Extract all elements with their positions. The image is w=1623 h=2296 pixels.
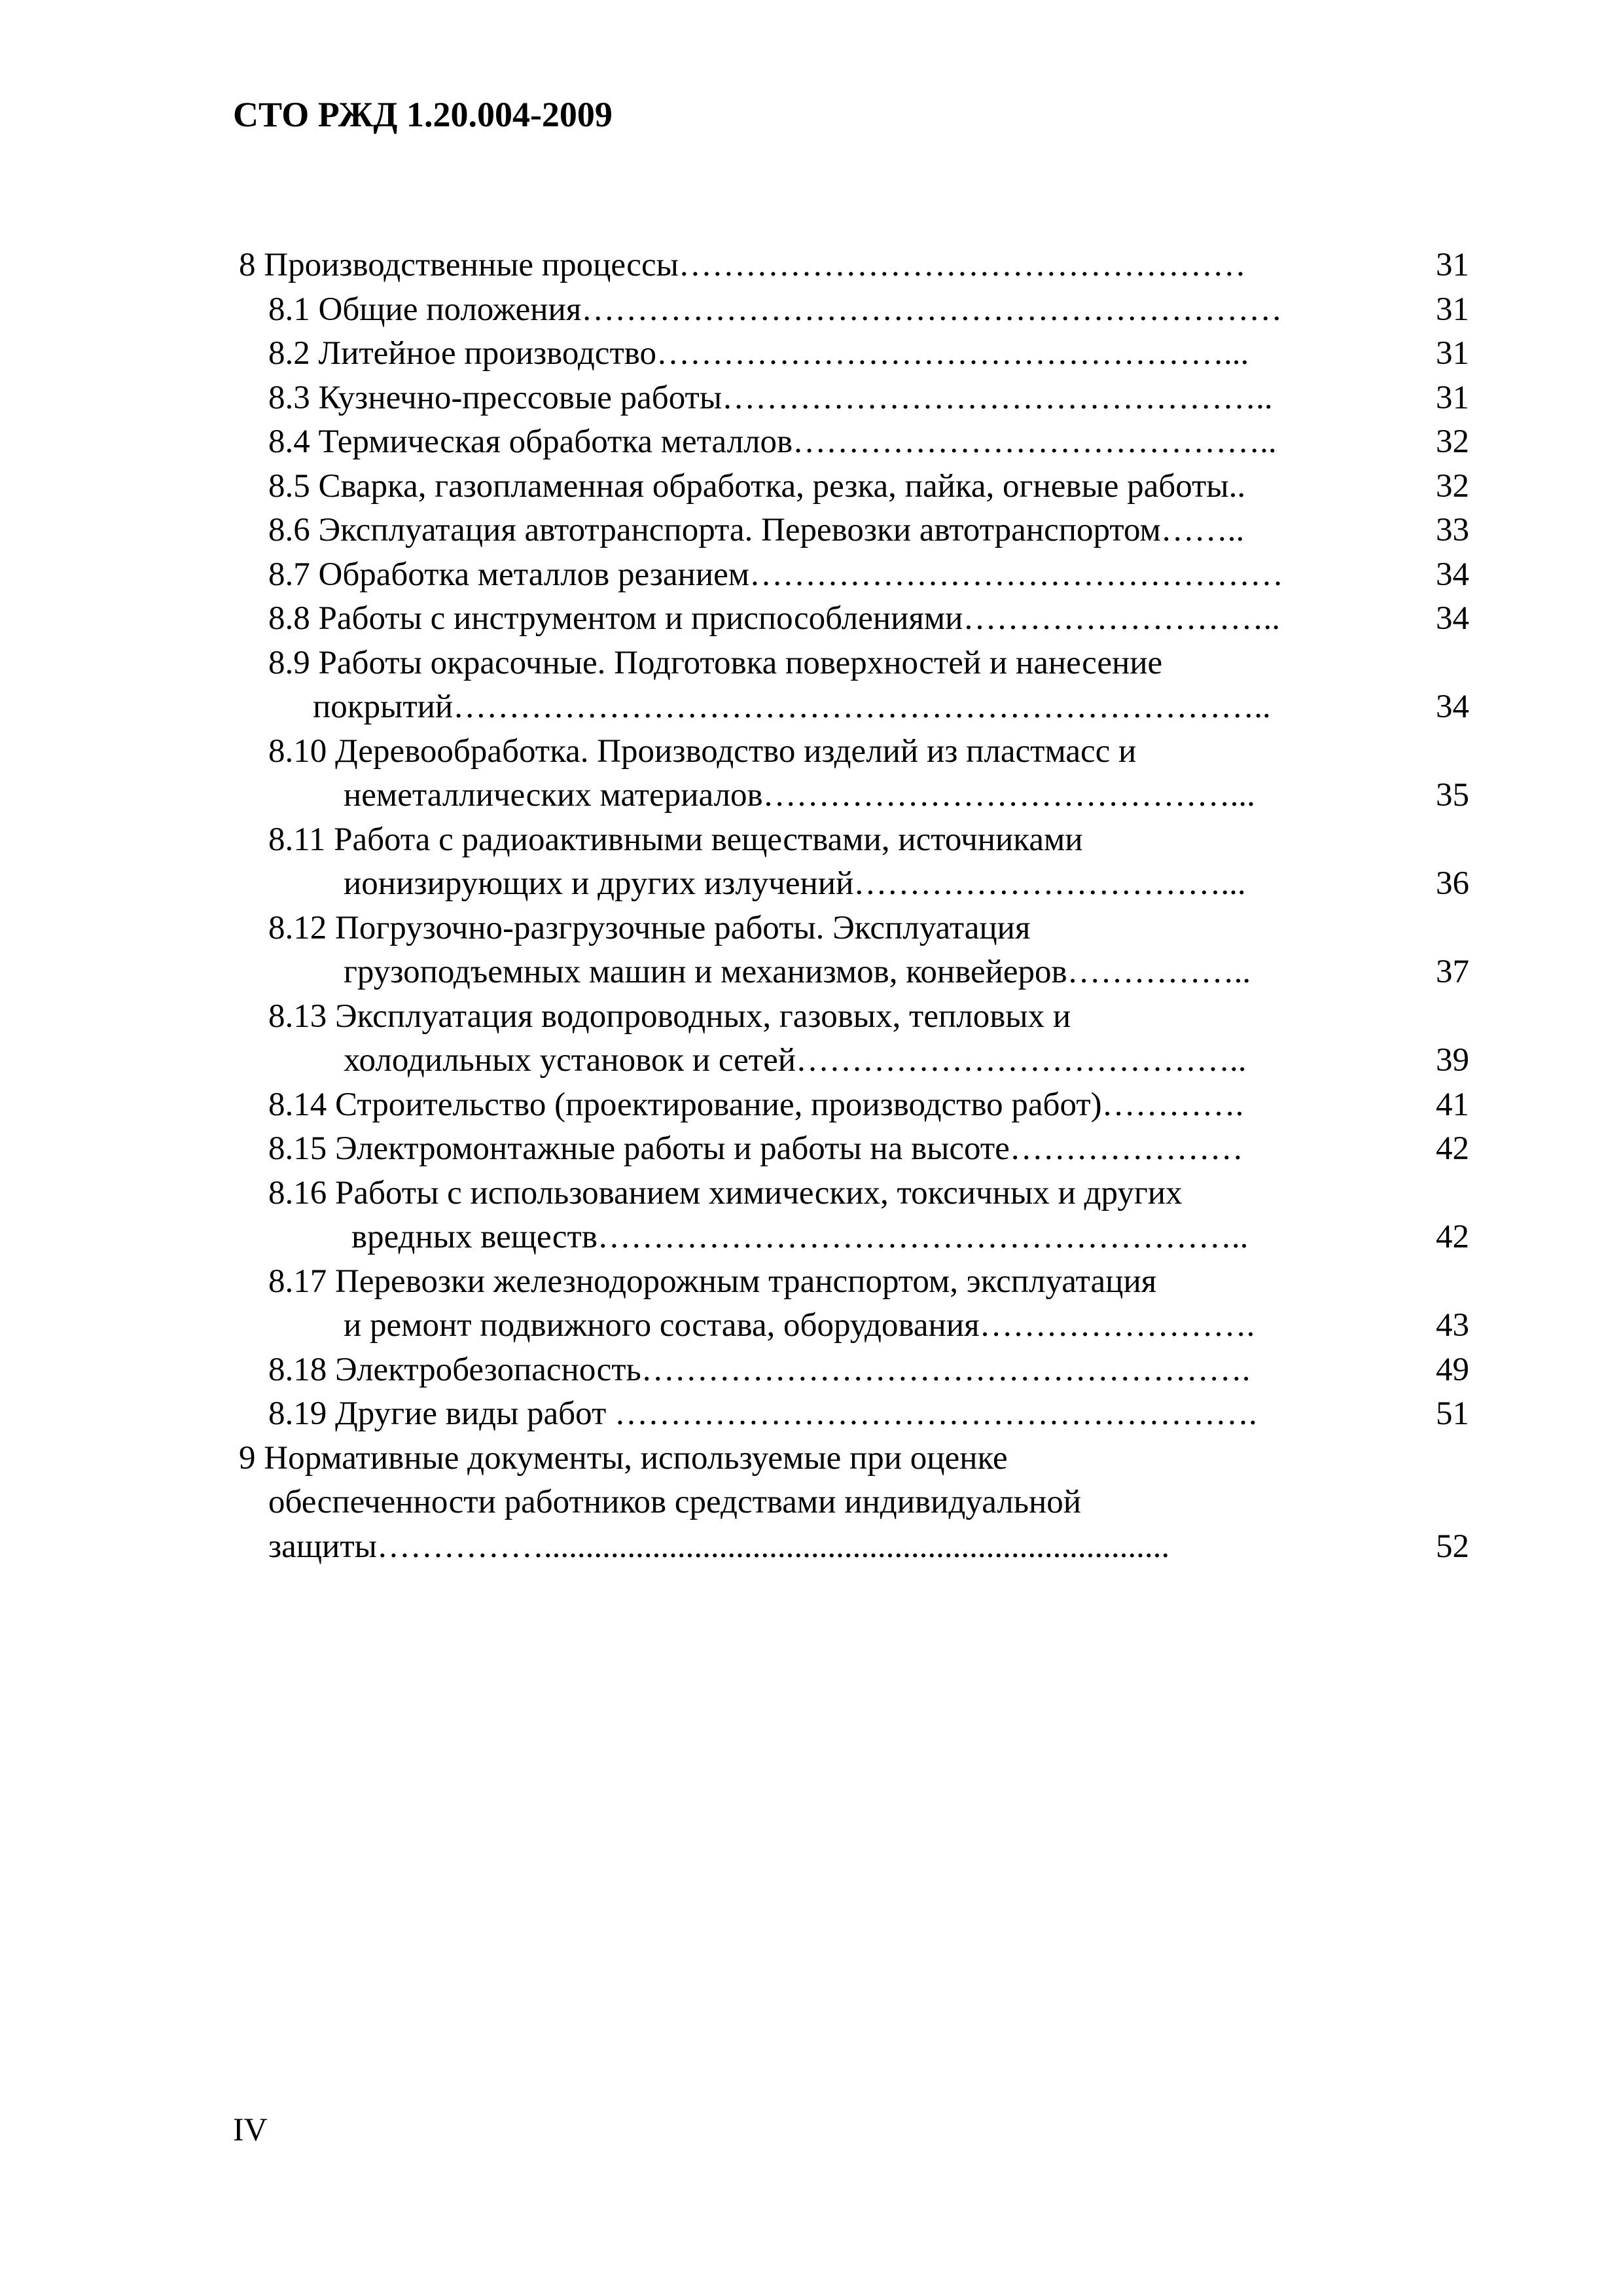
toc-entry-8-4[interactable] [239, 420, 1469, 465]
toc-entry-8-1[interactable] [239, 288, 1469, 332]
toc-entry-title: 8.11 Работа с радиоактивными веществами, источниками [268, 821, 1083, 858]
page-number: IV [233, 2111, 268, 2147]
toc-entry-title: 8.13 Эксплуатация водопроводных, газовых, тепловых и [268, 997, 1071, 1035]
toc-entry-title: 8.18 Электробезопасность………………………………………………. [268, 1351, 1251, 1388]
toc-entry-9[interactable] [239, 1437, 1469, 1481]
toc-entry-8-16[interactable] [239, 1172, 1469, 1216]
toc-entry-page: 43 [1436, 1307, 1469, 1344]
toc-entry-title: 8 Производственные процессы…………………………………………… [239, 247, 1246, 283]
toc-entry-page: 31 [1436, 335, 1469, 372]
table-of-contents [239, 243, 1469, 1569]
toc-entry-title: 8.19 Другие виды работ …………………………………………………. [268, 1395, 1257, 1432]
toc-entry-page: 39 [1436, 1042, 1469, 1079]
toc-entry-8-3[interactable] [239, 376, 1469, 421]
toc-entry-8-12-cont[interactable] [239, 950, 1469, 995]
toc-entry-title: обеспеченности работников средствами индивидуальной [268, 1484, 1082, 1520]
toc-entry-title: 8.15 Электромонтажные работы и работы на высоте………………… [268, 1130, 1243, 1167]
toc-entry-page: 51 [1436, 1395, 1469, 1432]
toc-entry-title: 8.3 Кузнечно-прессовые работы………………………………………….. [268, 379, 1273, 416]
toc-entry-8-18[interactable] [239, 1348, 1469, 1393]
toc-entry-8-17[interactable] [239, 1260, 1469, 1304]
toc-entry-8-16-cont[interactable] [239, 1215, 1469, 1260]
toc-entry-8-15[interactable] [239, 1127, 1469, 1172]
toc-entry-title: холодильных установок и сетей………………………………….. [344, 1042, 1247, 1079]
toc-entry-title: 8.7 Обработка металлов резанием………………………………………… [268, 556, 1284, 593]
toc-entry-title: 8.4 Термическая обработка металлов…………………………………….. [268, 423, 1277, 460]
toc-entry-title: 8.17 Перевозки железнодорожным транспортом, эксплуатация [268, 1263, 1157, 1300]
toc-entry-8-2[interactable] [239, 332, 1469, 376]
toc-entry-8-13[interactable] [239, 995, 1469, 1039]
toc-entry-title: 8.9 Работы окрасочные. Подготовка поверхностей и нанесение [268, 644, 1163, 681]
toc-entry-title: 8.5 Сварка, газопламенная обработка, резка, пайка, огневые работы.. [268, 467, 1246, 505]
toc-entry-page: 35 [1436, 777, 1469, 814]
toc-entry-title: неметаллических материалов……………………………………... [344, 777, 1255, 814]
toc-entry-title: грузоподъемных машин и механизмов, конвейеров…………….. [344, 954, 1251, 990]
toc-entry-title: 8.12 Погрузочно-разгрузочные работы. Эксплуатация [268, 909, 1031, 946]
toc-entry-title: вредных веществ………………………………………………….. [351, 1219, 1249, 1255]
toc-entry-8-9[interactable] [239, 641, 1469, 686]
toc-entry-title: 8.14 Строительство (проектирование, производство работ)…………. [268, 1086, 1244, 1123]
toc-entry-8-8[interactable] [239, 597, 1469, 641]
toc-entry-page: 41 [1436, 1086, 1469, 1123]
toc-entry-8-11[interactable] [239, 818, 1469, 863]
toc-entry-page: 31 [1436, 379, 1469, 416]
toc-entry-8-6[interactable] [239, 509, 1469, 553]
toc-entry-page: 31 [1436, 247, 1469, 283]
toc-entry-page: 49 [1436, 1351, 1469, 1388]
toc-entry-8-19[interactable] [239, 1392, 1469, 1437]
toc-entry-title: 8.6 Эксплуатация автотранспорта. Перевозки автотранспортом…….. [268, 512, 1245, 548]
toc-entry-8-10-cont[interactable] [239, 774, 1469, 818]
toc-entry-title: 8.8 Работы с инструментом и приспособлениями……………………….. [268, 600, 1280, 637]
toc-entry-page: 32 [1436, 423, 1469, 460]
toc-entry-8-10[interactable] [239, 730, 1469, 774]
toc-entry-8-9-cont[interactable] [239, 685, 1469, 730]
toc-entry-8-13-cont[interactable] [239, 1039, 1469, 1083]
toc-entry-8-7[interactable] [239, 553, 1469, 598]
toc-entry-9-cont-2[interactable] [239, 1525, 1469, 1570]
toc-entry-page: 33 [1436, 512, 1469, 548]
toc-entry-8-17-cont[interactable] [239, 1304, 1469, 1348]
document-code-header: СТО РЖД 1.20.004-2009 [233, 95, 613, 134]
toc-entry-title: покрытий……………………………………………………………….. [313, 689, 1271, 725]
toc-entry-title: защиты……………........................................................................... [268, 1528, 1170, 1565]
toc-entry-page: 34 [1436, 600, 1469, 637]
toc-entry-8-14[interactable] [239, 1083, 1469, 1128]
toc-entry-8-11-cont[interactable] [239, 862, 1469, 906]
toc-entry-page: 52 [1436, 1528, 1469, 1565]
toc-entry-title: 8.16 Работы с использованием химических, токсичных и других [268, 1174, 1183, 1211]
toc-entry-title: ионизирующих и других излучений……………………………... [344, 865, 1246, 902]
toc-entry-page: 37 [1436, 954, 1469, 990]
toc-entry-page: 34 [1436, 689, 1469, 725]
toc-entry-title: 8.1 Общие положения……………………………………………………… [268, 291, 1283, 328]
toc-entry-title: 9 Нормативные документы, используемые при оценке [239, 1439, 1008, 1477]
toc-entry-8[interactable] [239, 243, 1469, 288]
toc-entry-page: 34 [1436, 556, 1469, 593]
toc-entry-title: и ремонт подвижного состава, оборудования……………………. [344, 1307, 1255, 1344]
toc-entry-8-12[interactable] [239, 906, 1469, 951]
toc-entry-page: 32 [1436, 467, 1469, 505]
toc-entry-title: 8.10 Деревообработка. Производство изделий из пластмасс и [268, 732, 1137, 770]
toc-entry-9-cont-1[interactable] [239, 1480, 1469, 1525]
toc-entry-page: 36 [1436, 865, 1469, 902]
toc-entry-page: 31 [1436, 291, 1469, 328]
toc-entry-page: 42 [1436, 1219, 1469, 1255]
toc-entry-page: 42 [1436, 1130, 1469, 1167]
toc-entry-title: 8.2 Литейное производство……………………………………………... [268, 335, 1249, 372]
toc-entry-8-5[interactable] [239, 465, 1469, 509]
